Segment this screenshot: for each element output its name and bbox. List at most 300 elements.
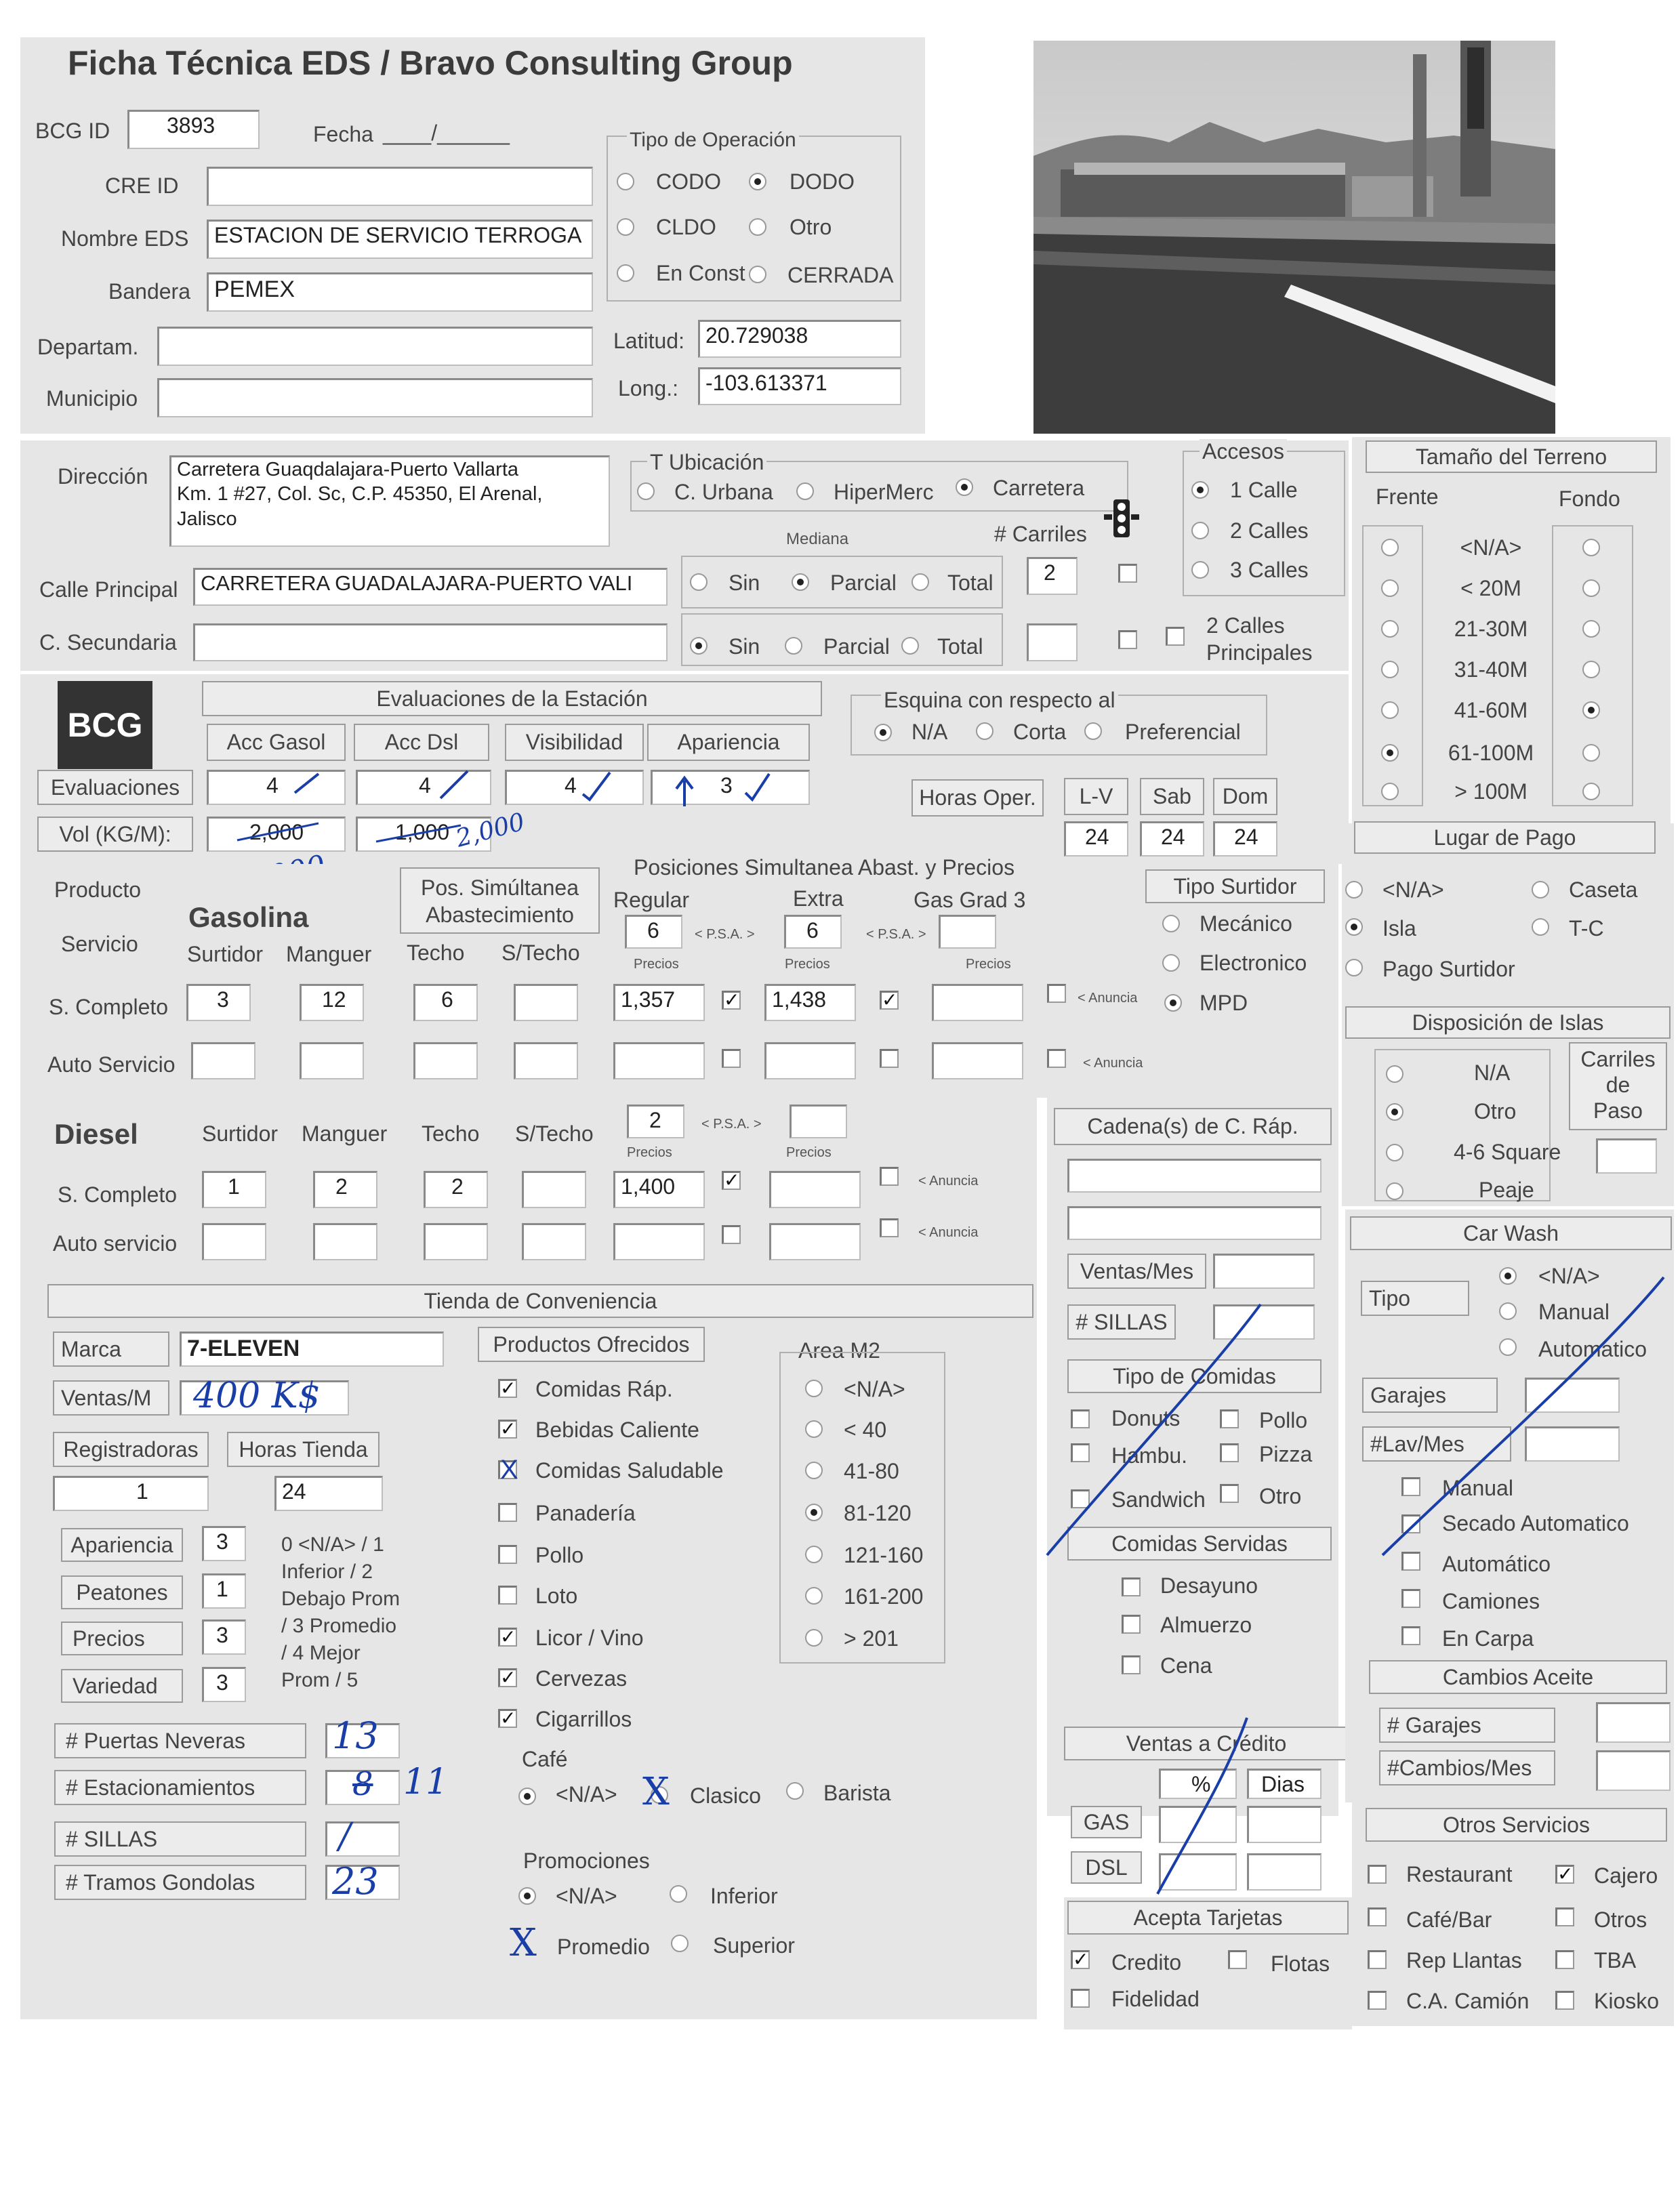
tarjeta-flotas-label: Flotas: [1271, 1952, 1330, 1976]
municipio-label: Municipio: [46, 386, 138, 411]
credito-dias-header: Dias: [1247, 1769, 1322, 1799]
bandera-field[interactable]: PEMEX: [207, 272, 593, 312]
otros-header: Otros Servicios: [1366, 1808, 1667, 1842]
pago-isla-radio[interactable]: [1345, 918, 1363, 936]
servicio-label: Servicio: [61, 932, 138, 956]
otros-serv-check[interactable]: [1555, 1907, 1574, 1926]
gas-techo-as[interactable]: [413, 1042, 478, 1079]
sillas-hand: /: [339, 1816, 351, 1857]
producto-check[interactable]: ✓: [498, 1379, 517, 1398]
esquina-pref-radio[interactable]: [1084, 722, 1102, 740]
otros-serv-label: Otros: [1594, 1907, 1647, 1932]
latitud-label: Latitud:: [613, 329, 684, 353]
precio-extra[interactable]: 1,438: [764, 984, 856, 1021]
precio-grad3-as[interactable]: [932, 1042, 1023, 1079]
pago-tc-label: T-C: [1569, 916, 1604, 941]
frente-radio[interactable]: [1381, 783, 1399, 800]
diesel-stecho-sc[interactable]: [522, 1171, 586, 1208]
codo-label: CODO: [656, 169, 721, 194]
carriles-paso-line2: de: [1605, 1073, 1631, 1097]
extra-pos-field[interactable]: 6: [784, 915, 842, 949]
producto-label: Loto: [535, 1584, 578, 1608]
municipio-field[interactable]: [157, 378, 593, 417]
promo-inferior-radio[interactable]: [670, 1885, 687, 1903]
diesel-manguer-as[interactable]: [313, 1223, 377, 1260]
pizza-label: Pizza: [1259, 1442, 1313, 1466]
fondo-label: Fondo: [1559, 487, 1620, 511]
en-const-radio[interactable]: [617, 264, 634, 282]
cadena-field-1[interactable]: [1067, 1159, 1322, 1193]
bandera-label: Bandera: [108, 279, 190, 304]
producto-check[interactable]: ✓: [498, 1668, 517, 1687]
mpd-label: MPD: [1200, 991, 1248, 1015]
peatones-field[interactable]: 1: [202, 1573, 246, 1609]
vol-gasolina[interactable]: 2,000: [207, 817, 346, 852]
disposicion-header: Disposición de Islas: [1345, 1006, 1671, 1039]
hambu-label: Hambu.: [1111, 1443, 1188, 1468]
acceso-3-label: 3 Calles: [1230, 558, 1309, 582]
producto-label: Comidas Ráp.: [535, 1377, 673, 1401]
carwash-header: Car Wash: [1350, 1216, 1672, 1250]
diesel-pos2-field[interactable]: [790, 1105, 847, 1138]
nombre-label: Nombre EDS: [61, 226, 189, 251]
fecha-value[interactable]: ____/______: [383, 121, 510, 145]
ubicacion-label: T Ubicación: [647, 450, 766, 475]
productos-header: Productos Ofrecidos: [478, 1327, 705, 1362]
mpd-radio[interactable]: [1164, 994, 1182, 1012]
variedad-label: Variedad: [61, 1669, 183, 1703]
eval-visibilidad[interactable]: 4: [505, 770, 644, 805]
pago-surtidor-label: Pago Surtidor: [1382, 957, 1515, 981]
precio-extra-anuncia-check[interactable]: ✓: [880, 991, 899, 1010]
horas-tienda-field[interactable]: 24: [274, 1476, 383, 1511]
diesel-techo-label: Techo: [422, 1121, 480, 1146]
surtidor-label: Surtidor: [187, 942, 264, 966]
electronico-label: Electronico: [1200, 951, 1307, 975]
gas-stecho-as[interactable]: [514, 1042, 578, 1079]
area-radio[interactable]: [805, 1420, 823, 1438]
eval-apariencia[interactable]: 3: [651, 770, 810, 805]
diesel-name: Diesel: [54, 1118, 138, 1150]
carriles-principal-field[interactable]: 2: [1027, 557, 1078, 595]
desayuno-check[interactable]: [1122, 1577, 1141, 1596]
producto-check[interactable]: [498, 1545, 517, 1564]
tba-label: TBA: [1594, 1948, 1637, 1973]
gas-surtidor-as[interactable]: [191, 1042, 255, 1079]
codo-radio[interactable]: [617, 173, 634, 190]
acceso-1-radio[interactable]: [1191, 481, 1209, 499]
cadena-ventas-field[interactable]: [1213, 1254, 1315, 1289]
acc-dsl-header: Acc Dsl: [354, 724, 489, 761]
evaluaciones-header: Evaluaciones de la Estación: [202, 681, 822, 716]
cafebar-check[interactable]: [1368, 1907, 1387, 1926]
promo-superior-radio[interactable]: [671, 1935, 689, 1952]
estac-label: # Estacionamientos: [54, 1770, 306, 1805]
cajero-check[interactable]: ✓: [1555, 1865, 1574, 1884]
page-title: Ficha Técnica EDS / Bravo Consulting Group: [68, 44, 793, 82]
ventas-m-label: Ventas/M: [53, 1380, 169, 1416]
terreno-option-label: > 100M: [1454, 779, 1528, 804]
vol-row-label: Vol (KG/M):: [37, 817, 193, 852]
precio-regular-anuncia-check[interactable]: ✓: [722, 991, 741, 1010]
tarjeta-flotas-check[interactable]: [1228, 1950, 1247, 1969]
gasolina-name: Gasolina: [188, 901, 309, 933]
carriles-principal-check[interactable]: [1118, 564, 1137, 583]
producto-check[interactable]: [498, 1503, 517, 1522]
sandwich-label: Sandwich: [1111, 1487, 1206, 1512]
vol-diesel[interactable]: 1,000: [356, 817, 491, 852]
calle-principal-field[interactable]: CARRETERA GUADALAJARA-PUERTO VALI: [193, 568, 668, 606]
departam-field[interactable]: [157, 327, 593, 366]
regular-pos-field[interactable]: 6: [625, 915, 682, 949]
electronico-radio[interactable]: [1162, 954, 1180, 972]
direccion-line3: Jalisco: [177, 508, 237, 530]
diesel-manguer-sc[interactable]: 2: [313, 1171, 377, 1208]
aceite-cambios-label: #Cambios/Mes: [1379, 1750, 1555, 1786]
fondo-radio[interactable]: [1582, 539, 1600, 556]
terreno-option-label: 61-100M: [1448, 741, 1534, 765]
precio-grad3-as-check[interactable]: [1047, 1049, 1066, 1068]
estac-hand-old: 8: [352, 1765, 373, 1803]
esquina-label: Esquina con respecto al: [881, 688, 1118, 713]
cre-id-field[interactable]: [207, 167, 593, 206]
otro-op-radio[interactable]: [749, 218, 766, 236]
gas-grad-label: Gas Grad 3: [914, 888, 1026, 912]
fondo-radio[interactable]: [1582, 620, 1600, 638]
frente-radio[interactable]: [1381, 744, 1399, 762]
horas-dom-header: Dom: [1213, 778, 1277, 815]
diesel-surtidor-as[interactable]: [202, 1223, 266, 1260]
acceso-3-radio[interactable]: [1191, 561, 1209, 579]
nombre-field[interactable]: ESTACION DE SERVICIO TERROGA: [207, 220, 593, 259]
ventas-m-hand: 400 K$: [193, 1376, 321, 1416]
diesel-precios2: Precios: [786, 1145, 832, 1160]
producto-check[interactable]: [498, 1586, 517, 1605]
area-radio[interactable]: [805, 1462, 823, 1479]
disp-peaje-radio[interactable]: [1386, 1182, 1404, 1200]
producto-label: Producto: [54, 878, 142, 902]
precio-regular[interactable]: 1,357: [613, 984, 705, 1021]
diesel-techo-sc[interactable]: 2: [424, 1171, 488, 1208]
producto-check[interactable]: ✓: [498, 1628, 517, 1647]
precio-extra-as-check[interactable]: [880, 1049, 899, 1068]
cre-id-label: CRE ID: [105, 173, 179, 198]
esquina-na-label: N/A: [911, 720, 948, 744]
cafe-na-radio[interactable]: [518, 1788, 536, 1805]
registradoras-label: Registradoras: [53, 1432, 209, 1467]
mediana-p-parcial-label: Parcial: [830, 571, 897, 595]
credito-dsl-dias[interactable]: [1247, 1853, 1322, 1891]
mediana-label: Mediana: [786, 530, 849, 548]
cw-automatico-label: Automático: [1442, 1552, 1551, 1576]
esquina-corta-label: Corta: [1013, 720, 1067, 744]
almuerzo-check[interactable]: [1122, 1615, 1141, 1634]
cadena-field-2[interactable]: [1067, 1206, 1322, 1240]
direccion-label: Dirección: [58, 464, 148, 489]
precio-regular-as[interactable]: [613, 1042, 705, 1079]
eval-acc-dsl[interactable]: 4: [356, 770, 491, 805]
disp-square-radio[interactable]: [1386, 1144, 1404, 1161]
producto-check[interactable]: ✓: [498, 1420, 517, 1439]
ca-camion-check[interactable]: [1368, 1991, 1387, 2010]
horas-lv-header: L-V: [1064, 778, 1128, 815]
producto-label: Comidas Saludable: [535, 1458, 724, 1483]
frente-radio[interactable]: [1381, 579, 1399, 597]
direccion-line2: Km. 1 #27, Col. Sc, C.P. 45350, El Arenal,: [177, 483, 543, 505]
aceite-garajes-field[interactable]: [1596, 1702, 1671, 1743]
carriles-paso-line1: Carriles: [1580, 1047, 1656, 1071]
carwash-tipo-label: Tipo: [1361, 1281, 1469, 1316]
registradoras-field[interactable]: 1: [53, 1476, 209, 1511]
cafe-na-label: <N/A>: [556, 1782, 617, 1807]
mediana-s-total-radio[interactable]: [901, 637, 919, 655]
mediana-s-sin-radio[interactable]: [690, 637, 708, 655]
pago-na-radio[interactable]: [1345, 881, 1363, 899]
tipo-surtidor-header: Tipo Surtidor: [1145, 869, 1325, 903]
frente-radio[interactable]: [1381, 620, 1399, 638]
dodo-radio[interactable]: [749, 173, 766, 190]
variedad-field[interactable]: 3: [202, 1667, 246, 1702]
cerrada-label: CERRADA: [787, 263, 894, 287]
calle-secundaria-field[interactable]: [193, 623, 668, 661]
area-radio[interactable]: [805, 1380, 823, 1397]
almuerzo-label: Almuerzo: [1160, 1613, 1252, 1637]
c-urbana-radio[interactable]: [637, 482, 655, 500]
otro-op-label: Otro: [790, 215, 832, 239]
scale-line4: / 3 Promedio: [281, 1615, 397, 1637]
mediana-p-total-label: Total: [947, 571, 993, 595]
cw-carpa-label: En Carpa: [1442, 1626, 1534, 1651]
disp-na-radio[interactable]: [1386, 1065, 1404, 1083]
cw-camiones-check[interactable]: [1401, 1589, 1420, 1608]
hand-2000: 2,000: [453, 808, 528, 853]
carriles-label: # Carriles: [994, 522, 1087, 546]
direccion-line1: Carretera Guaqdalajara-Puerto Vallarta: [177, 459, 519, 480]
fecha-label: Fecha: [313, 122, 373, 146]
area-radio[interactable]: [805, 1504, 823, 1521]
cerrada-radio[interactable]: [749, 266, 766, 283]
carriles-secundaria-check[interactable]: [1118, 630, 1137, 649]
manguer-label: Manguer: [286, 942, 372, 966]
area-option-label: <N/A>: [844, 1377, 905, 1401]
pago-surtidor-radio[interactable]: [1345, 959, 1363, 976]
diesel-precio2-anuncia-check[interactable]: [880, 1167, 899, 1186]
mediana-p-sin-radio[interactable]: [690, 573, 708, 591]
pago-header: Lugar de Pago: [1354, 821, 1656, 854]
gas-manguer-sc[interactable]: 12: [300, 984, 364, 1021]
tramos-label: # Tramos Gondolas: [54, 1865, 306, 1900]
cw-carpa-check[interactable]: [1401, 1626, 1420, 1645]
llantas-check[interactable]: [1368, 1950, 1387, 1969]
diesel-surtidor-label: Surtidor: [202, 1121, 279, 1146]
horas-tienda-label: Horas Tienda: [227, 1432, 380, 1467]
traffic-light-icon: [1101, 498, 1142, 539]
terreno-option-label: 21-30M: [1454, 617, 1528, 641]
area-radio[interactable]: [805, 1546, 823, 1563]
gas-sc-anuncia: < Anuncia: [1078, 991, 1138, 1006]
area-radio[interactable]: [805, 1629, 823, 1647]
area-option-label: 81-120: [844, 1501, 911, 1525]
c-urbana-label: C. Urbana: [674, 480, 773, 504]
disp-square-label: 4-6 Square: [1454, 1140, 1561, 1164]
diesel-surtidor-sc[interactable]: 1: [202, 1171, 266, 1208]
area-option-label: 41-80: [844, 1459, 899, 1483]
diesel-techo-as[interactable]: [424, 1223, 488, 1260]
mediana-s-parcial-radio[interactable]: [785, 637, 802, 655]
horas-lv[interactable]: 24: [1064, 821, 1128, 856]
acceso-2-radio[interactable]: [1191, 522, 1209, 539]
diesel-precio[interactable]: 1,400: [613, 1171, 705, 1208]
producto-check[interactable]: ✓: [498, 1709, 517, 1728]
mediana-p-parcial-radio[interactable]: [792, 573, 809, 591]
direccion-field[interactable]: [169, 455, 610, 547]
marca-label: Marca: [53, 1332, 169, 1367]
pollo-rap-label: Pollo: [1259, 1408, 1308, 1432]
dodo-label: DODO: [790, 169, 855, 194]
frente-radio[interactable]: [1381, 661, 1399, 678]
cafe-clasico-mark: X: [642, 1770, 670, 1814]
frente-radio[interactable]: [1381, 701, 1399, 719]
diesel-precio2[interactable]: [769, 1171, 861, 1208]
frente-label: Frente: [1376, 484, 1439, 509]
cafe-barista-radio[interactable]: [786, 1782, 804, 1800]
marca-field[interactable]: 7-ELEVEN: [180, 1332, 444, 1367]
esquina-corta-radio[interactable]: [976, 722, 993, 740]
grad3-precios: Precios: [966, 957, 1011, 972]
scale-line5: / 4 Mejor: [281, 1642, 361, 1664]
apariencia-tienda-field[interactable]: 3: [202, 1526, 246, 1561]
promo-na-radio[interactable]: [518, 1887, 536, 1905]
calles-principales-check[interactable]: [1166, 627, 1185, 646]
esquina-na-radio[interactable]: [874, 724, 892, 741]
aceite-cambios-field[interactable]: [1596, 1750, 1671, 1791]
cw-secado-label: Secado Automatico: [1442, 1511, 1629, 1535]
aceite-garajes-label: # Garajes: [1379, 1708, 1555, 1743]
diesel-precios1: Precios: [627, 1145, 672, 1160]
hand-check-marks: [244, 766, 786, 813]
promo-promedio-label: Promedio: [557, 1935, 650, 1959]
long-label: Long.:: [618, 376, 678, 400]
tarjeta-fidelidad-check[interactable]: [1071, 1989, 1090, 2008]
gas-techo-sc[interactable]: 6: [413, 984, 478, 1021]
diesel-pos-field[interactable]: 2: [627, 1105, 684, 1138]
carriles-paso-field[interactable]: [1596, 1138, 1657, 1174]
mecanico-radio[interactable]: [1162, 915, 1180, 932]
pago-caseta-label: Caseta: [1569, 878, 1638, 902]
tarjeta-credito-check[interactable]: ✓: [1071, 1950, 1090, 1969]
diesel-precio2-as-check[interactable]: [880, 1218, 899, 1237]
carretera-radio[interactable]: [956, 478, 973, 496]
producto-check[interactable]: X: [498, 1460, 517, 1479]
fondo-radio[interactable]: [1582, 579, 1600, 597]
restaurant-check[interactable]: [1368, 1865, 1387, 1884]
horas-dom[interactable]: 24: [1213, 821, 1277, 856]
precio-grad3-anuncia-check[interactable]: [1047, 984, 1066, 1003]
diesel-precio-as-check[interactable]: [722, 1225, 741, 1244]
regular-psa: < P.S.A. >: [695, 927, 755, 942]
latitud-field[interactable]: 20.729038: [698, 320, 901, 358]
gas-manguer-as[interactable]: [300, 1042, 364, 1079]
restaurant-label: Restaurant: [1406, 1862, 1513, 1886]
mediana-p-total-radio[interactable]: [911, 573, 929, 591]
diesel-precio-as[interactable]: [613, 1223, 705, 1260]
diesel-as-anuncia: < Anuncia: [918, 1225, 979, 1240]
carriles-secundaria-field[interactable]: [1027, 623, 1078, 661]
diesel-precio2-as[interactable]: [769, 1223, 861, 1260]
diesel-stecho-as[interactable]: [522, 1223, 586, 1260]
kiosko-check[interactable]: [1555, 1991, 1574, 2010]
long-field[interactable]: -103.613371: [698, 367, 901, 405]
tba-check[interactable]: [1555, 1950, 1574, 1969]
area-label: Area M2: [798, 1338, 880, 1363]
precio-regular-as-check[interactable]: [722, 1049, 741, 1068]
hipermerc-label: HiperMerc: [834, 480, 934, 504]
horas-oper-label: Horas Oper.: [911, 779, 1044, 817]
fondo-radio[interactable]: [1582, 661, 1600, 678]
hipermerc-radio[interactable]: [796, 482, 814, 500]
gas-stecho-sc[interactable]: [514, 984, 578, 1021]
desayuno-label: Desayuno: [1160, 1573, 1258, 1598]
accesos-label: Accesos: [1200, 439, 1287, 464]
diesel-as-label: Auto servicio: [53, 1231, 178, 1256]
cafe-barista-label: Barista: [823, 1781, 891, 1805]
kiosko-label: Kiosko: [1594, 1989, 1660, 2013]
pago-caseta-radio[interactable]: [1532, 881, 1549, 899]
credito-gas-label: GAS: [1071, 1806, 1142, 1838]
cena-check[interactable]: [1122, 1655, 1141, 1674]
disp-otro-radio[interactable]: [1386, 1103, 1404, 1121]
disp-otro-label: Otro: [1474, 1099, 1517, 1123]
extra-psa: < P.S.A. >: [866, 927, 926, 942]
extra-precios: Precios: [785, 957, 830, 972]
eval-acc-gasol[interactable]: 4: [207, 770, 346, 805]
credito-gas-dias[interactable]: [1247, 1806, 1322, 1843]
cadena-cross-line: [1044, 1301, 1267, 1559]
area-radio[interactable]: [805, 1587, 823, 1605]
sillas-tienda-field[interactable]: [325, 1821, 400, 1857]
horas-sab[interactable]: 24: [1140, 821, 1204, 856]
precios-tienda-field[interactable]: 3: [202, 1619, 246, 1655]
calles-principales-label1: 2 Calles: [1206, 613, 1285, 638]
precio-grad3[interactable]: [932, 984, 1023, 1021]
evaluaciones-row-label: Evaluaciones: [37, 770, 193, 805]
cafebar-label: Café/Bar: [1406, 1907, 1492, 1932]
fondo-radio[interactable]: [1582, 744, 1600, 762]
area-option-label: 121-160: [844, 1543, 924, 1567]
fondo-radio[interactable]: [1582, 701, 1600, 719]
disp-na-label: N/A: [1474, 1060, 1511, 1085]
diesel-psa: < P.S.A. >: [701, 1117, 762, 1132]
fondo-radio[interactable]: [1582, 783, 1600, 800]
pago-tc-radio[interactable]: [1532, 918, 1549, 936]
en-const-label: En Const: [656, 261, 745, 285]
frente-radio[interactable]: [1381, 539, 1399, 556]
cw-manual-label: Manual: [1442, 1476, 1513, 1500]
diesel-stecho-label: S/Techo: [515, 1121, 594, 1146]
diesel-manguer-label: Manguer: [302, 1121, 388, 1146]
mediana-s-parcial-label: Parcial: [823, 634, 890, 659]
cldo-radio[interactable]: [617, 218, 634, 236]
bcg-id-field[interactable]: 3893: [127, 110, 260, 149]
scale-line6: Prom / 5: [281, 1669, 358, 1691]
precio-extra-as[interactable]: [764, 1042, 856, 1079]
diesel-precio-anuncia-check[interactable]: ✓: [722, 1171, 741, 1190]
tarjeta-credito-label: Credito: [1111, 1950, 1182, 1975]
grad3-pos-field[interactable]: [939, 915, 996, 949]
gas-surtidor-sc[interactable]: 3: [186, 984, 251, 1021]
otro-comida-label: Otro: [1259, 1484, 1302, 1508]
tipo-operacion-label: Tipo de Operación: [627, 129, 799, 152]
